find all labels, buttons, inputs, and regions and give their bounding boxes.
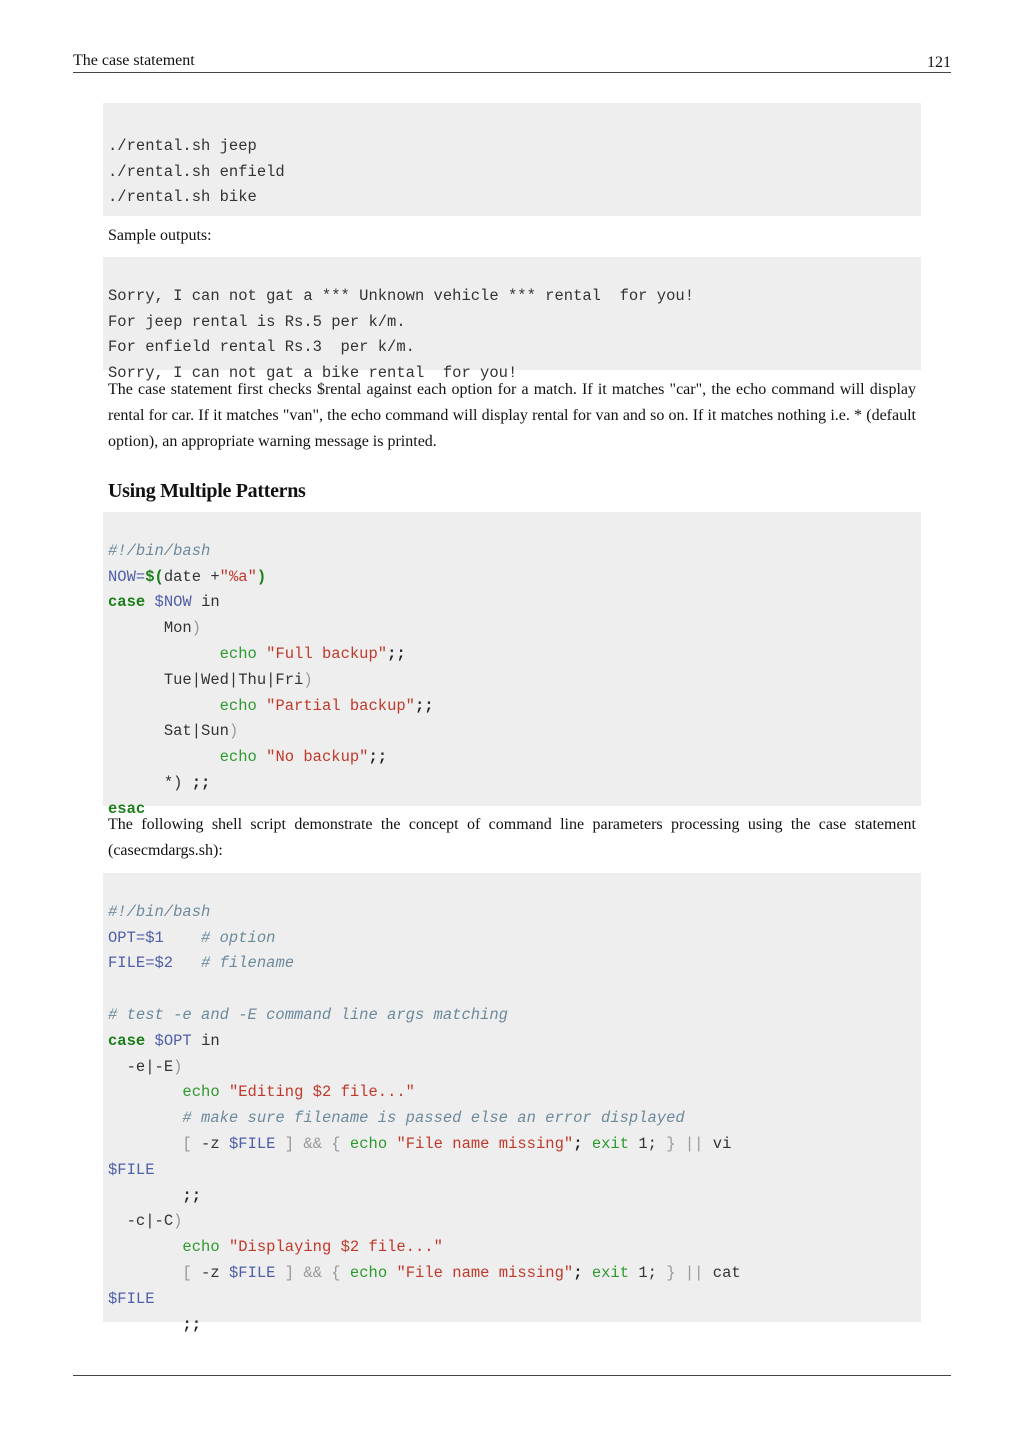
code-line: [ -z $FILE ] && { echo "File name missing"; exit 1; } || vi <box>182 1134 732 1153</box>
code-line: echo "No backup";; <box>219 748 388 767</box>
code-line: Sorry, I can not gat a *** Unknown vehicle *** rental for you! <box>108 286 694 305</box>
code-line: case $NOW in <box>108 593 220 612</box>
code-line: #!/bin/bash <box>108 541 211 560</box>
code-block-multiple-patterns <box>103 512 921 818</box>
explanation-paragraph: The case statement first checks $rental against each option for a match. If it matches "car", the echo command will display rental for car. If it matches "van", the echo command will display rental for van and so on. If it matches nothing i.e. * (default option), an appropriate warning message is printed. <box>108 381 916 450</box>
code-line: Sorry, I can not gat a bike rental for you! <box>108 364 518 383</box>
code-block-output <box>103 257 921 383</box>
code-line: NOW=$(date +"%a") <box>108 567 267 586</box>
footer-rule <box>73 1375 951 1376</box>
code-line: ;; <box>182 1315 202 1334</box>
code-line: For enfield rental Rs.3 per k/m. <box>108 338 415 357</box>
section-heading: Using Multiple Patterns <box>108 480 306 502</box>
code-line: echo "Partial backup";; <box>219 696 434 715</box>
code-line: Tue|Wed|Thu|Fri) <box>163 670 313 689</box>
code-line <box>108 977 916 1003</box>
code-line: esac <box>108 799 146 818</box>
code-line: # test -e and -E command line args matching <box>108 1005 508 1024</box>
code-line: # make sure filename is passed else an error displayed <box>182 1109 685 1128</box>
code-block-run <box>103 103 921 216</box>
code-line: ./rental.sh jeep <box>108 136 257 155</box>
code-line: FILE=$2 # filename <box>108 954 295 973</box>
code-line: $FILE <box>108 1160 155 1179</box>
casecmdargs-paragraph: The following shell script demonstrate the concept of command line parameters processing using the case statement (casecmdargs.sh): <box>108 816 916 859</box>
code-line: -e|-E) <box>126 1057 183 1076</box>
code-line: ./rental.sh bike <box>108 188 257 207</box>
code-line: $FILE <box>108 1289 155 1308</box>
code-line: #!/bin/bash <box>108 902 211 921</box>
code-line: [ -z $FILE ] && { echo "File name missing"; exit 1; } || cat <box>182 1263 741 1282</box>
code-line: ./rental.sh enfield <box>108 162 285 181</box>
running-title: The case statement <box>73 52 195 69</box>
code-line: echo "Displaying $2 file..." <box>182 1238 443 1257</box>
code-line: echo "Full backup";; <box>219 644 406 663</box>
code-line: OPT=$1 # option <box>108 928 276 947</box>
code-line: ;; <box>182 1186 202 1205</box>
code-line: echo "Editing $2 file..." <box>182 1083 415 1102</box>
page-number: 121 <box>927 54 951 71</box>
code-line: Sat|Sun) <box>163 722 239 741</box>
header-rule <box>73 72 951 73</box>
code-line: For jeep rental is Rs.5 per k/m. <box>108 312 406 331</box>
code-line: -c|-C) <box>126 1212 183 1231</box>
code-line: Mon) <box>163 619 202 638</box>
code-block-casecmdargs <box>103 873 921 1334</box>
code-line: case $OPT in <box>108 1031 220 1050</box>
code-line: *) ;; <box>163 773 211 792</box>
page-header <box>73 52 951 72</box>
sample-outputs-label: Sample outputs: <box>108 227 212 244</box>
